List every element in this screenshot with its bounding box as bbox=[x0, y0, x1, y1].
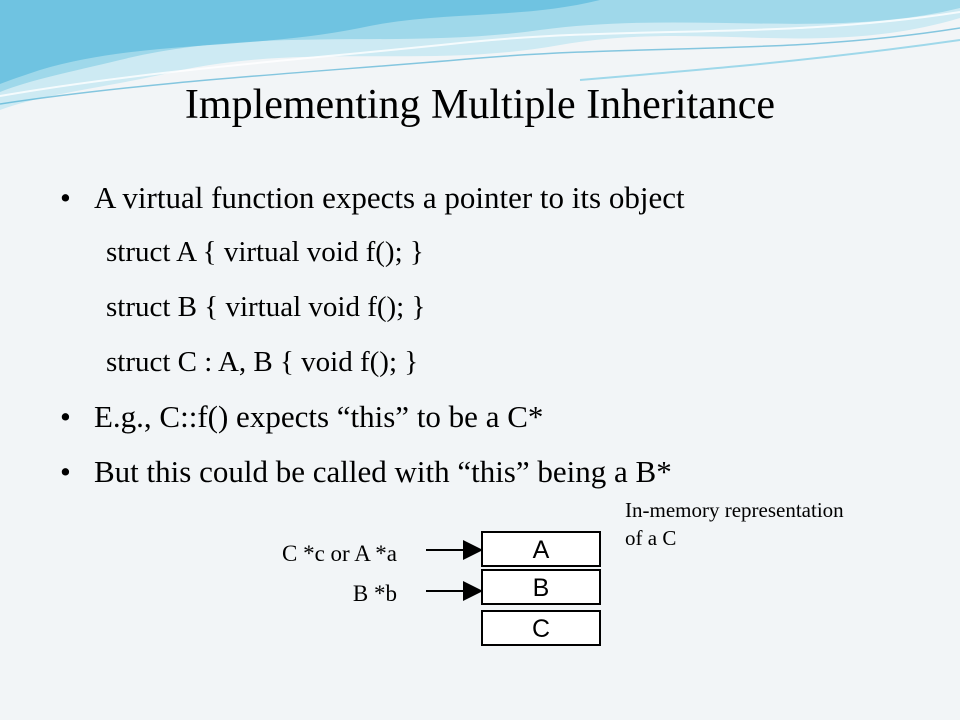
pointer-label-c-a: C *c or A *a bbox=[282, 541, 397, 566]
bullet-text: A virtual function expects a pointer to its object bbox=[94, 180, 685, 215]
memory-box-a: A bbox=[481, 531, 601, 567]
memory-note-line: In-memory representation bbox=[625, 498, 844, 522]
memory-note-line: of a C bbox=[625, 526, 677, 550]
bullet-text: E.g., C::f() expects “this” to be a C* bbox=[94, 399, 544, 434]
pointer-label-b: B *b bbox=[352, 581, 397, 606]
code-line: struct B { virtual void f(); } bbox=[106, 291, 426, 323]
code-line: struct A { virtual void f(); } bbox=[106, 236, 424, 268]
bullet-text: But this could be called with “this” being a B* bbox=[94, 454, 672, 489]
code-line: struct C : A, B { void f(); } bbox=[106, 346, 419, 378]
bullet-marker: • bbox=[60, 399, 71, 434]
bullet-marker: • bbox=[60, 180, 71, 215]
slide-title: Implementing Multiple Inheritance bbox=[184, 82, 776, 128]
bullet-marker: • bbox=[60, 454, 71, 489]
memory-box-c: C bbox=[481, 610, 601, 646]
memory-box-b: B bbox=[481, 569, 601, 605]
